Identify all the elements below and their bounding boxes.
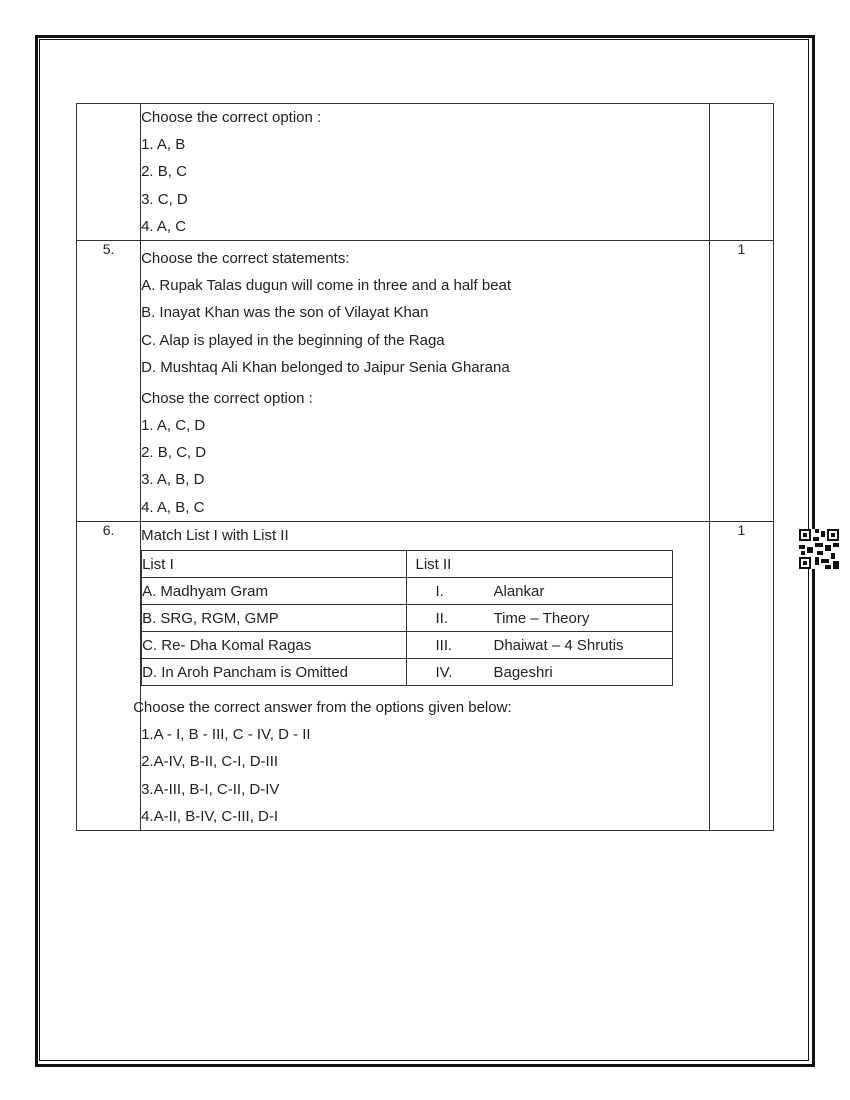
option-3: 3. A, B, D [141,471,205,489]
roman-numeral: IV. [435,663,453,681]
list2-item-text: Time – Theory [493,609,590,627]
list1-item: D. In Aroh Pancham is Omitted [142,659,407,686]
question-body [141,240,710,521]
statement-b: B. Inayat Khan was the son of Vilayat Khan [141,304,429,322]
answer-prompt: Choose the correct answer from the options given below: [133,699,512,716]
question-body [141,104,710,241]
statement-a: A. Rupak Talas dugun will come in three and a half beat [141,277,512,295]
option-4: 4. A, B, C [141,498,205,516]
match-row [142,659,673,686]
qr-code-icon [799,529,839,569]
statement-c: C. Alap is played in the beginning of the Raga [141,331,445,349]
option-4: 4. A, C [141,217,187,235]
option-1: 1. A, C, D [141,417,206,435]
question-prompt: Match List I with List II [141,526,289,544]
question-body [133,521,710,830]
match-table [141,550,673,686]
roman-numeral: III. [435,636,453,654]
list2-header: List II [415,555,452,573]
list2-item [407,659,673,686]
marks-value: 1 [709,521,773,830]
list1-item: C. Re- Dha Komal Ragas [142,632,407,659]
option-2: 2. B, C, D [141,444,207,462]
option-1: 1. A, B [141,136,186,154]
list1-header: List I [142,551,407,578]
match-header-row [142,551,673,578]
list2-header-cell [407,551,673,578]
question-number: 6. [77,521,141,830]
option-2: 2.A-IV, B-II, C-I, D-III [141,753,279,771]
list1-item: A. Madhyam Gram [142,578,407,605]
list2-item-text: Bageshri [493,663,553,681]
list2-item [407,632,673,659]
statement-d: D. Mushtaq Ali Khan belonged to Jaipur Senia Gharana [141,358,510,376]
question-number-cell [77,104,141,241]
marks-cell [709,104,773,241]
question-table [76,103,774,831]
option-3: 3.A-III, B-I, C-II, D-IV [141,780,280,798]
option-1: 1.A - I, B - III, C - IV, D - II [141,726,311,744]
question-number: 5. [77,240,141,521]
option-2: 2. B, C [141,163,187,181]
question-row-6 [77,521,774,830]
option-4: 4.A-II, B-IV, C-III, D-I [141,807,279,825]
question-row-5 [77,240,774,521]
list2-item-text: Alankar [493,582,545,600]
option-3: 3. C, D [141,190,188,208]
match-row [142,578,673,605]
question-prompt: Choose the correct option : [141,109,322,126]
list2-item [407,605,673,632]
match-row [142,605,673,632]
list1-item: B. SRG, RGM, GMP [142,605,407,632]
marks-value: 1 [709,240,773,521]
option-prompt: Chose the correct option : [141,389,313,407]
list2-item [407,578,673,605]
question-prompt: Choose the correct statements: [141,249,350,267]
list2-item-text: Dhaiwat – 4 Shrutis [493,636,624,654]
roman-numeral: II. [435,609,448,627]
question-row-4 [77,104,774,241]
roman-numeral: I. [435,582,444,600]
match-row [142,632,673,659]
